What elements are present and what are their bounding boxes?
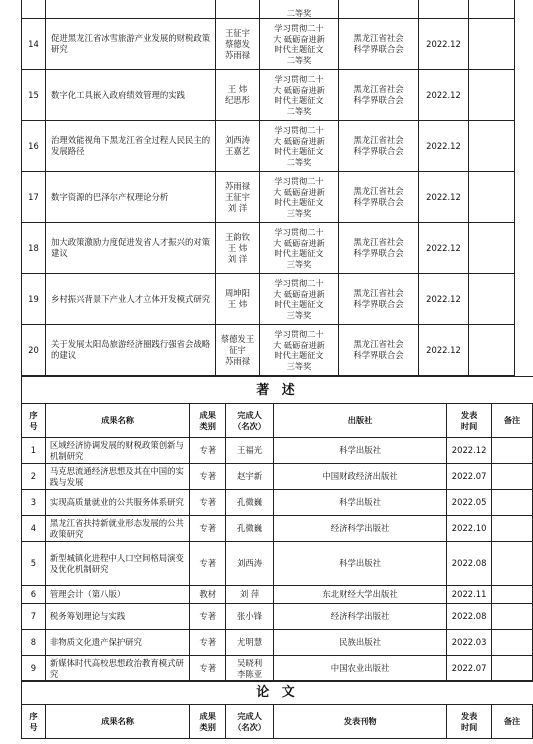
row-no-text: 18 (28, 242, 39, 253)
row-no-text: 17 (28, 191, 39, 202)
author-name: 王福光 (237, 445, 263, 455)
table-row (22, 516, 533, 542)
row-award (260, 0, 339, 19)
book-date (447, 586, 492, 604)
book-type (190, 586, 226, 604)
book-title-text: 区域经济协调发展的财税政策创新与机制研究 (49, 439, 184, 461)
row-no (22, 19, 46, 70)
papers-section-title: 论 文 (22, 681, 533, 705)
book-title (45, 604, 189, 630)
book-date-text: 2022.08 (451, 558, 487, 568)
row-note (469, 223, 515, 274)
author-name: 王嘉艺 (224, 146, 251, 156)
row-title-text: 促进黑龙江省冰雪旅游产业发展的财税政策研究 (51, 33, 211, 54)
book-title (45, 542, 189, 586)
author-name: 蔡德发 (224, 38, 251, 49)
row-org (339, 121, 419, 172)
row-org (339, 223, 419, 274)
author-name: 李陈亚 (237, 668, 263, 679)
book-type (190, 516, 226, 542)
book-no (22, 464, 46, 490)
book-date-text: 2022.11 (451, 589, 487, 599)
book-author (226, 604, 274, 630)
book-date-text: 2022.05 (451, 497, 487, 507)
publisher-text: 科学出版社 (339, 558, 381, 568)
book-type-text: 专著 (199, 471, 217, 481)
org-line: 科学界联合会 (353, 299, 404, 309)
papers-section (21, 680, 533, 705)
book-author (226, 630, 274, 656)
table-row (22, 121, 515, 172)
row-date-text: 2022.12 (426, 89, 461, 100)
row-authors (216, 172, 260, 223)
row-title-text: 治理效能视角下黑龙江省全过程人民民主的发展路径 (51, 135, 211, 156)
org-line: 黑龙江省社会 (353, 84, 404, 94)
row-no-text: 16 (28, 140, 39, 151)
book-no (22, 490, 46, 516)
row-title-text: 数字资源的巴泽尔产权理论分析 (51, 191, 169, 202)
table-row (22, 274, 515, 325)
row-title-text: 乡村振兴背景下产业人才立体开发模式研究 (51, 293, 211, 304)
publisher-text: 民族出版社 (339, 637, 381, 647)
book-author (226, 586, 274, 604)
org-line: 科学界联合会 (353, 44, 404, 54)
row-award (260, 274, 339, 325)
row-date (419, 325, 469, 376)
org-line: 科学界联合会 (353, 197, 404, 207)
award-line: 二等奖 (286, 105, 312, 116)
award-line: 三等奖 (286, 258, 312, 269)
book-title (45, 464, 189, 490)
header-title: 成果名称 (45, 404, 189, 438)
header-no: 序 号 (22, 705, 46, 739)
book-date (447, 438, 492, 464)
row-title (46, 274, 216, 325)
award-line: 大 砥砺奋进新 (273, 186, 325, 197)
author-name: 尤明慧 (237, 637, 263, 647)
org-line: 黑龙江省社会 (353, 135, 404, 145)
row-award (260, 121, 339, 172)
header-title: 成果名称 (45, 705, 189, 739)
book-title (45, 438, 189, 464)
book-type-text: 教材 (199, 589, 217, 599)
row-date-text: 2022.12 (426, 242, 461, 253)
row-no (22, 70, 46, 121)
book-type-text: 专著 (199, 637, 217, 647)
book-date (447, 656, 492, 682)
row-note (469, 121, 515, 172)
row-date (419, 223, 469, 274)
header-type: 成果 类别 (190, 404, 226, 438)
award-line: 大 砥砺奋进新 (273, 288, 325, 299)
table-row (22, 586, 533, 604)
book-title (45, 656, 189, 682)
book-author (226, 656, 274, 682)
org-line: 黑龙江省社会 (353, 237, 404, 247)
author-name: 刘西涛 (224, 135, 251, 145)
book-publisher (273, 464, 446, 490)
header-publisher: 出版社 (273, 404, 446, 438)
award-line: 二等奖 (286, 156, 312, 167)
book-title-text: 实现高质量就业的公共服务体系研究 (49, 497, 184, 507)
row-date (419, 0, 469, 19)
table-row (22, 656, 533, 682)
book-no (22, 586, 46, 604)
row-date (419, 19, 469, 70)
publisher-text: 中国财政经济出版社 (322, 471, 398, 481)
book-date-text: 2022.07 (451, 471, 487, 481)
book-note (492, 542, 533, 586)
book-title-text: 税务筹划理论与实践 (49, 611, 126, 621)
row-org (339, 19, 419, 70)
author-name: 王征宇 (224, 191, 251, 202)
award-line: 学习贯彻二十 (274, 176, 324, 186)
book-no-text: 6 (30, 589, 37, 599)
book-publisher (273, 542, 446, 586)
book-note (492, 438, 533, 464)
book-type (190, 604, 226, 630)
publisher-text: 科学出版社 (339, 497, 381, 507)
table-row (22, 19, 515, 70)
award-line: 大 砥砺奋进新 (273, 84, 325, 95)
table-header-row (22, 404, 533, 438)
book-publisher (273, 516, 446, 542)
book-title-text: 黑龙江省扶持新就业形态发展的公共政策研究 (49, 517, 184, 539)
row-no (22, 121, 46, 172)
book-note (492, 586, 533, 604)
book-publisher (273, 630, 446, 656)
author-name: 刘 洋 (227, 202, 248, 213)
row-title (46, 223, 216, 274)
author-name: 刘 洋 (227, 253, 248, 264)
book-date-text: 2022.03 (451, 637, 487, 647)
book-note (492, 604, 533, 630)
row-org (339, 274, 419, 325)
header-journal: 发表刊物 (274, 705, 447, 739)
book-type-text: 专著 (199, 663, 217, 673)
book-type-text: 专著 (199, 558, 217, 568)
row-note (469, 274, 515, 325)
row-no-text: 20 (28, 344, 39, 355)
table-row (22, 0, 515, 19)
book-publisher (273, 438, 446, 464)
book-no-text: 3 (30, 497, 37, 507)
award-line: 学习贯彻二十 (274, 329, 324, 339)
row-no (22, 223, 46, 274)
row-date-text: 2022.12 (426, 140, 461, 151)
award-line: 时代主题征文 (274, 299, 324, 309)
row-authors (216, 19, 260, 70)
row-title (46, 325, 216, 376)
awards-table (21, 0, 515, 376)
row-title (46, 121, 216, 172)
book-type (190, 656, 226, 682)
row-no (22, 274, 46, 325)
award-line: 学习贯彻二十 (274, 227, 324, 237)
row-note (469, 172, 515, 223)
book-title (45, 586, 189, 604)
row-authors (216, 70, 260, 121)
header-author: 完成人 （名次） (226, 705, 274, 739)
book-no-text: 8 (30, 637, 37, 647)
award-line: 大 砥砺奋进新 (273, 33, 325, 44)
table-row (22, 172, 515, 223)
org-line: 科学界联合会 (353, 95, 404, 105)
row-no (22, 172, 46, 223)
author-name: 王 炜 (227, 242, 248, 253)
publisher-text: 东北财经大学出版社 (322, 589, 398, 599)
author-name: 王韵钦 (224, 231, 251, 242)
row-award (260, 172, 339, 223)
book-note (492, 490, 533, 516)
books-table (21, 403, 533, 682)
book-type-text: 专著 (199, 497, 217, 507)
row-date (419, 172, 469, 223)
table-row (22, 325, 515, 376)
row-no (22, 0, 46, 19)
row-award (260, 325, 339, 376)
header-no: 序 号 (22, 404, 46, 438)
book-title (45, 516, 189, 542)
book-date-text: 2022.12 (451, 445, 487, 455)
book-publisher (273, 656, 446, 682)
table-row (22, 70, 515, 121)
author-name: 纪思彤 (224, 95, 251, 105)
book-author (226, 438, 274, 464)
book-no-text: 2 (30, 471, 37, 481)
header-note: 备注 (492, 404, 533, 438)
book-no (22, 656, 46, 682)
author-name: 苏雨禄 (224, 355, 251, 366)
table-row (22, 464, 533, 490)
header-date: 发表 时间 (447, 404, 492, 438)
row-date-text: 2022.12 (426, 293, 461, 304)
table-row (22, 604, 533, 630)
table-row (22, 223, 515, 274)
award-line: 大 砥砺奋进新 (273, 237, 325, 248)
book-date (447, 604, 492, 630)
author-name: 孔微巍 (237, 497, 263, 507)
award-line: 时代主题征文 (274, 248, 324, 258)
row-title-text: 关于发展太阳岛旅游经济圈践行强省会战略的建议 (51, 339, 211, 360)
row-award (260, 70, 339, 121)
row-title (46, 70, 216, 121)
award-line: 大 砥砺奋进新 (273, 339, 325, 350)
row-no-text: 19 (28, 293, 39, 304)
book-no (22, 630, 46, 656)
award-line: 三等奖 (286, 207, 312, 218)
book-note (492, 516, 533, 542)
row-note (469, 325, 515, 376)
award-line: 时代主题征文 (274, 95, 324, 105)
book-no-text: 7 (30, 611, 37, 621)
table-row (22, 630, 533, 656)
row-org (339, 172, 419, 223)
award-text: 二等奖 (286, 7, 312, 18)
table-row (22, 542, 533, 586)
row-title-text: 加大政策激励力度促进发省人才振兴的对策建议 (51, 237, 211, 258)
award-line: 时代主题征文 (274, 197, 324, 207)
book-title (45, 490, 189, 516)
book-title-text: 新媒体时代高校思想政治教育模式研究 (49, 657, 184, 679)
book-no (22, 438, 46, 464)
author-name: 周坤阳 (224, 288, 251, 298)
row-no (22, 325, 46, 376)
book-type (190, 490, 226, 516)
book-no-text: 9 (30, 663, 37, 673)
row-date-text: 2022.12 (426, 344, 461, 355)
book-no-text: 5 (30, 558, 37, 568)
book-note (492, 656, 533, 682)
book-date (447, 516, 492, 542)
book-title-text: 马克思流通经济思想及其在中国的实践与发展 (49, 465, 184, 487)
book-date-text: 2022.07 (451, 663, 487, 673)
row-authors (216, 0, 260, 19)
papers-table (21, 704, 533, 739)
book-no (22, 516, 46, 542)
row-org (339, 325, 419, 376)
publisher-text: 经济科学出版社 (330, 611, 390, 621)
book-type-text: 专著 (199, 523, 217, 533)
book-note (492, 630, 533, 656)
book-title-text: 管理会计（第八版） (49, 589, 126, 599)
book-title (45, 630, 189, 656)
row-title (46, 19, 216, 70)
books-section (21, 376, 533, 404)
book-type-text: 专著 (199, 445, 217, 455)
row-date-text: 2022.12 (426, 38, 461, 49)
author-name: 孔微巍 (237, 523, 263, 533)
author-name: 赵宇新 (237, 471, 263, 481)
row-authors (216, 223, 260, 274)
book-date (447, 490, 492, 516)
book-date-text: 2022.10 (451, 523, 487, 533)
award-line: 学习贯彻二十 (274, 278, 324, 288)
author-name: 蔡德发王 (220, 333, 255, 344)
row-authors (216, 274, 260, 325)
publisher-text: 中国农业出版社 (330, 663, 390, 673)
author-name: 刘 萍 (239, 589, 260, 599)
author-name: 张小锋 (237, 611, 263, 621)
publisher-text: 经济科学出版社 (330, 523, 390, 533)
award-line: 时代主题征文 (274, 350, 324, 360)
award-line: 二等奖 (286, 54, 312, 65)
publisher-text: 科学出版社 (339, 445, 381, 455)
row-org (339, 70, 419, 121)
row-org (339, 0, 419, 19)
book-no-text: 4 (30, 523, 37, 533)
author-name: 苏雨禄 (224, 49, 251, 60)
book-author (226, 464, 274, 490)
book-no (22, 542, 46, 586)
row-note (469, 19, 515, 70)
author-name: 刘西涛 (237, 558, 263, 568)
org-line: 科学界联合会 (353, 350, 404, 360)
row-date (419, 274, 469, 325)
book-no (22, 604, 46, 630)
book-author (226, 542, 274, 586)
books-section-title: 著 述 (22, 377, 533, 404)
row-award (260, 19, 339, 70)
book-author (226, 490, 274, 516)
row-title (46, 0, 216, 19)
award-line: 时代主题征文 (274, 146, 324, 156)
award-line: 三等奖 (286, 360, 312, 371)
row-title (46, 172, 216, 223)
book-type-text: 专著 (199, 611, 217, 621)
org-line: 黑龙江省社会 (353, 339, 404, 349)
book-type (190, 630, 226, 656)
row-date-text: 2022.12 (426, 191, 461, 202)
header-date: 发表 时间 (447, 705, 492, 739)
book-date-text: 2022.08 (451, 611, 487, 621)
header-type: 成果 类别 (190, 705, 226, 739)
book-publisher (273, 604, 446, 630)
org-line: 科学界联合会 (353, 248, 404, 258)
org-line: 黑龙江省社会 (353, 288, 404, 298)
org-line: 黑龙江省社会 (353, 33, 404, 43)
table-header-row (22, 705, 533, 739)
book-publisher (273, 490, 446, 516)
book-title-text: 非物质文化遗产保护研究 (49, 637, 143, 647)
book-type (190, 542, 226, 586)
header-author: 完成人 （名次） (226, 404, 274, 438)
row-authors (216, 325, 260, 376)
author-name: 征宇 (229, 344, 246, 355)
award-line: 学习贯彻二十 (274, 23, 324, 33)
book-type (190, 438, 226, 464)
row-title-text: 数字化工具嵌入政府绩效管理的实践 (51, 89, 185, 100)
award-line: 大 砥砺奋进新 (273, 135, 325, 146)
book-type (190, 464, 226, 490)
book-note (492, 464, 533, 490)
author-name: 苏雨禄 (224, 180, 251, 191)
author-name: 王征宇 (224, 27, 251, 38)
header-note: 备注 (492, 705, 533, 739)
table-row (22, 438, 533, 464)
book-author (226, 516, 274, 542)
book-date (447, 542, 492, 586)
award-line: 学习贯彻二十 (274, 125, 324, 135)
award-line: 学习贯彻二十 (274, 74, 324, 84)
book-date (447, 464, 492, 490)
row-no-text: 15 (28, 89, 39, 100)
author-name: 吴晓利 (237, 657, 263, 668)
award-line: 时代主题征文 (274, 44, 324, 54)
author-name: 王 炜 (227, 84, 248, 94)
table-row (22, 490, 533, 516)
row-no-text: 14 (28, 38, 39, 49)
row-date (419, 70, 469, 121)
org-line: 黑龙江省社会 (353, 186, 404, 196)
row-note (469, 0, 515, 19)
book-no-text: 1 (30, 445, 37, 455)
award-line: 三等奖 (286, 309, 312, 320)
book-date (447, 630, 492, 656)
author-name: 王 炜 (227, 299, 248, 309)
row-date (419, 121, 469, 172)
row-authors (216, 121, 260, 172)
org-line: 科学界联合会 (353, 146, 404, 156)
book-publisher (273, 586, 446, 604)
row-note (469, 70, 515, 121)
book-title-text: 新型城镇化进程中人口空间格局演变及优化机制研究 (49, 552, 184, 574)
row-award (260, 223, 339, 274)
